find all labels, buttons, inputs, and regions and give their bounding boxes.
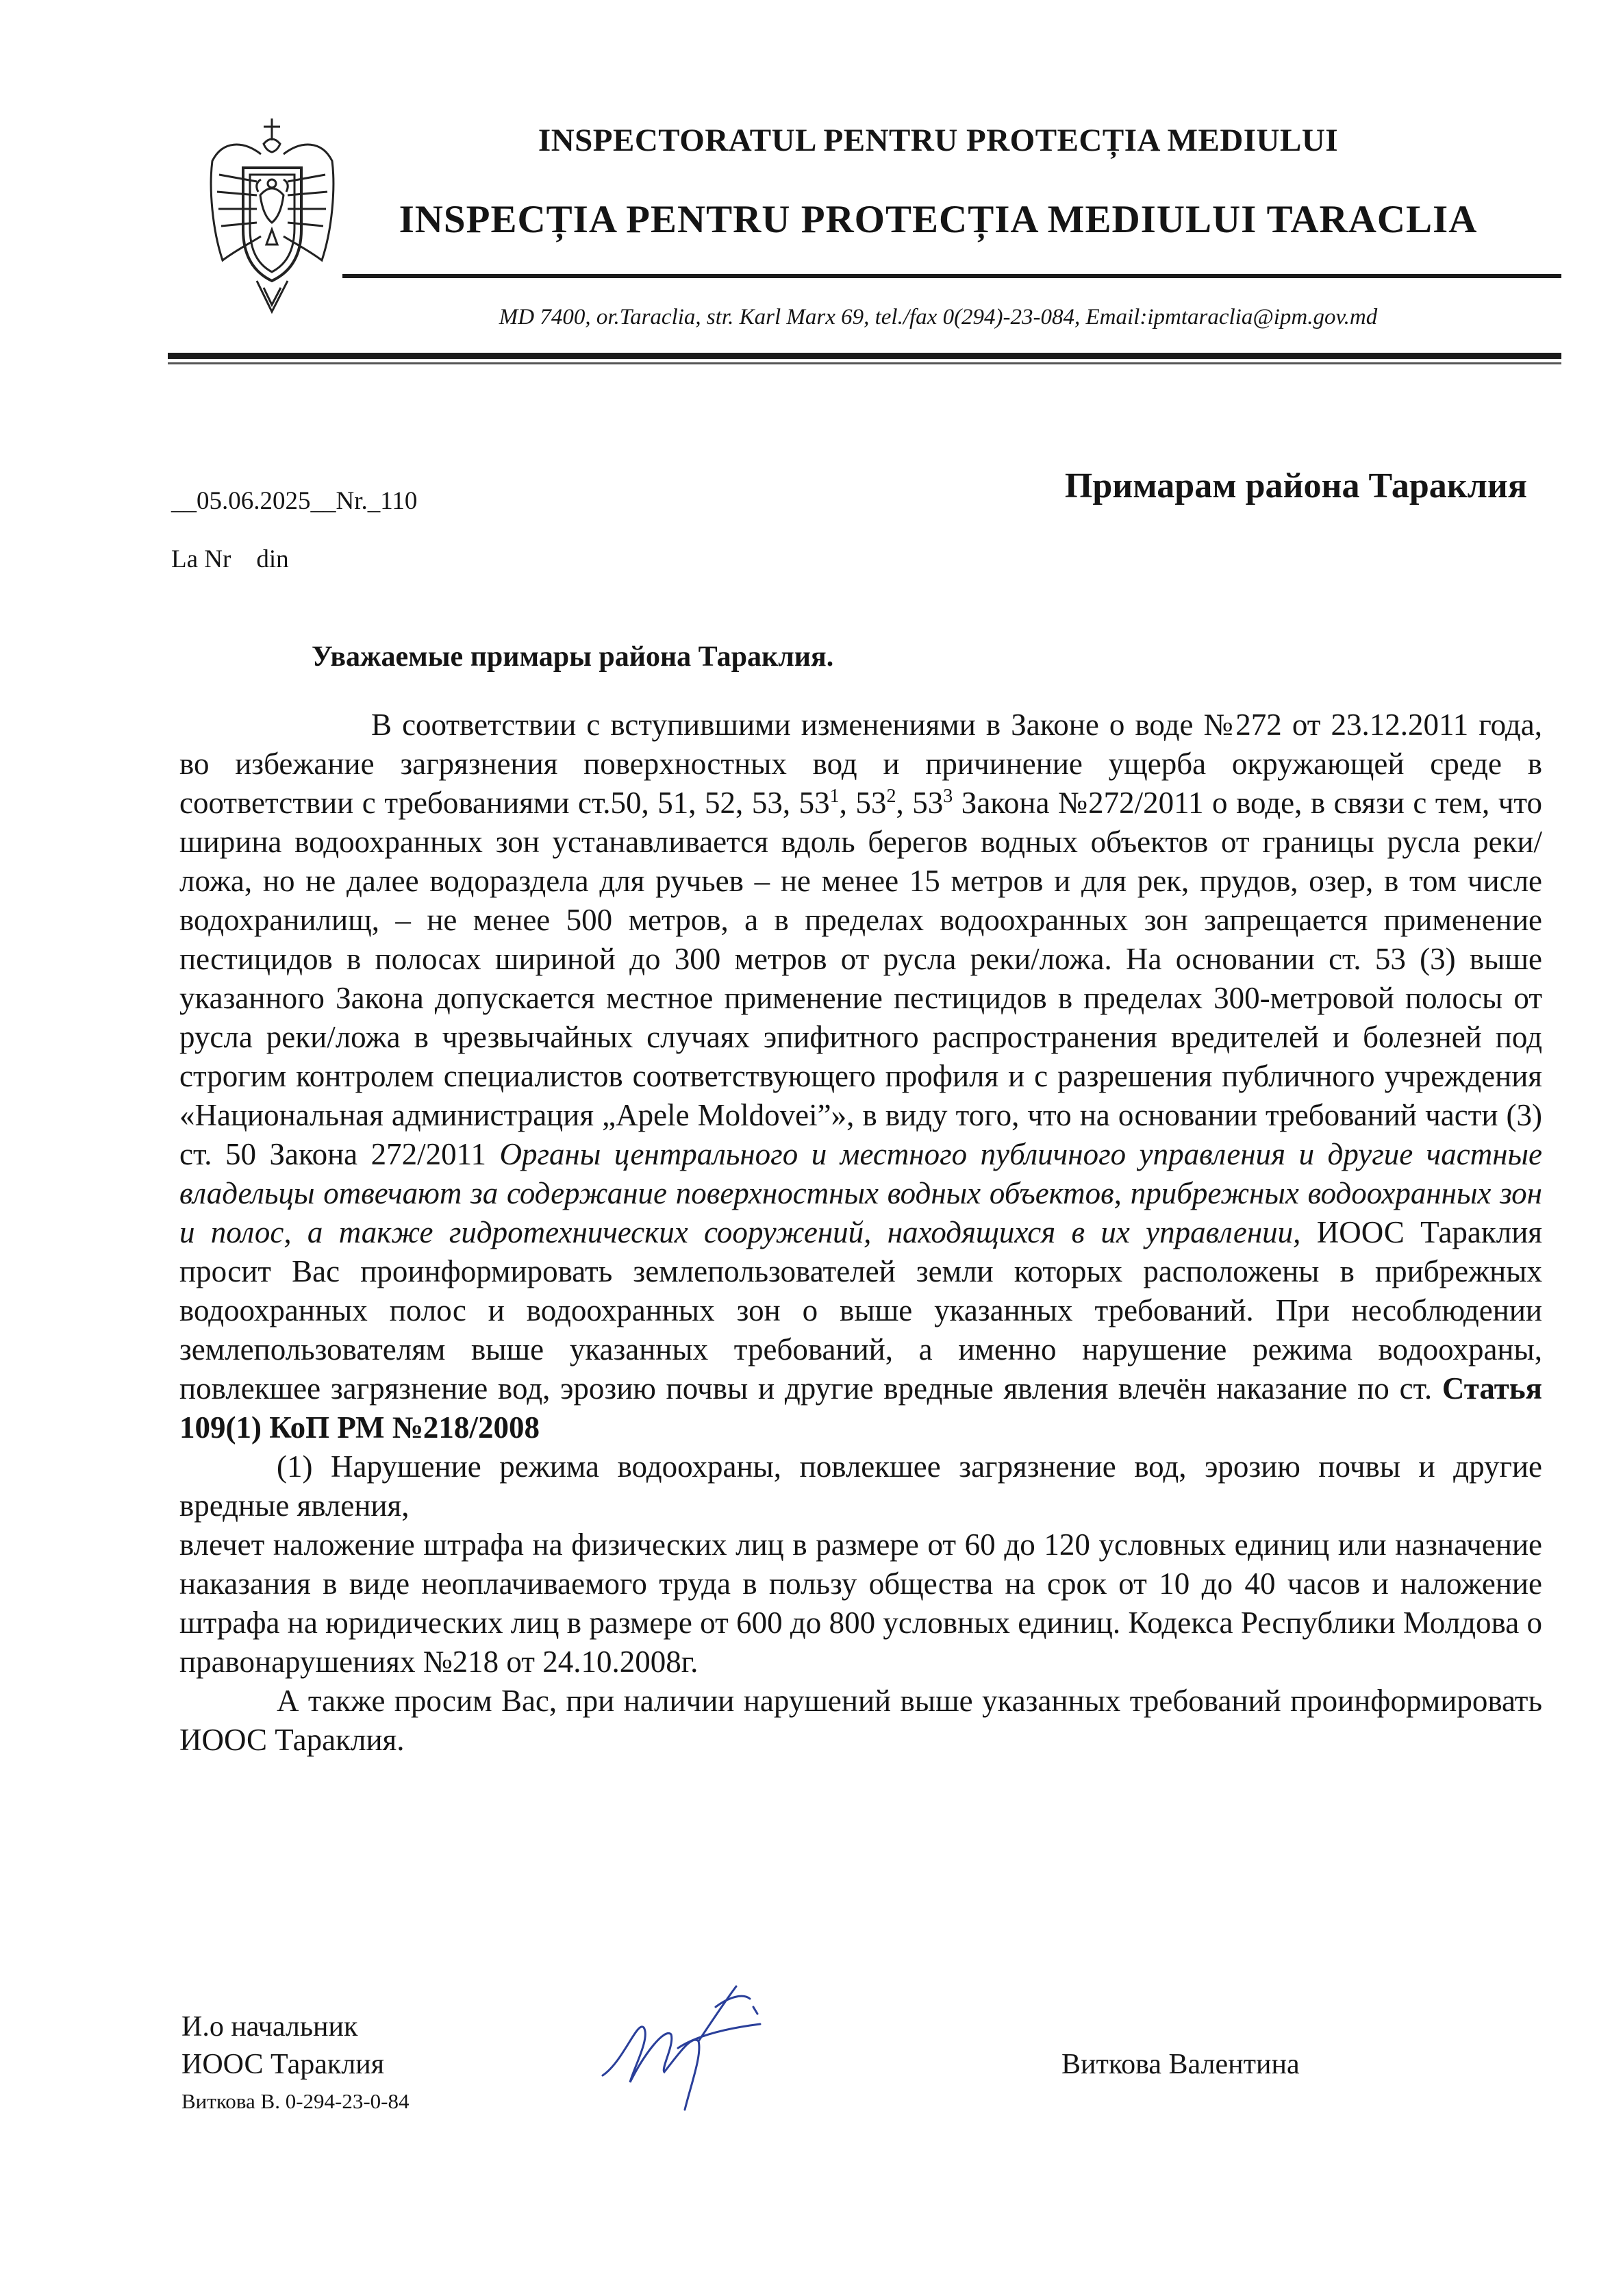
body-text: ИООС Тараклия просит Вас проинформировать землепользователей земли которых расположены в прибрежных водоохранных полос и водоохранных зон о выше указанных требований. При несоблюдении землепользователям выше указанных требований, а именно нарушение режима водоохраны, повлекшее загрязнение вод, эрозию почвы и другие вредные явления влечён наказание по ст. — [179, 1215, 1542, 1406]
signer-organization: ИООС Тараклия — [181, 2049, 385, 2080]
superscript: 2 — [886, 786, 896, 807]
body-text: , 53 — [896, 786, 944, 820]
body-paragraph-3: влечет наложение штрафа на физических лиц в размере от 60 до 120 условных единиц или назначение наказания в виде неоплачиваемого труда в пользу общества на срок от 10 до 40 часов и наложение штрафа на юридических лиц в размере от 600 до 800 условных единиц. Кодекса Республики Молдова о правонарушениях №218 от 24.10.2008г. — [179, 1527, 1542, 1679]
body-text: Закона №272/2011 о воде, в связи с тем, что ширина водоохранных зон устанавливается вдоль берегов водных объектов от границы русла реки/ложа, но не далее водораздела для ручьев – не менее 15 метров и для рек, прудов, озер, в том числе водохранилищ, – не менее 500 метров, а в пределах водоохранных зон запрещается применение пестицидов в полосах шириной до 300 метров от русла реки/ложа. На основании ст. 53 (3) выше указанного Закона допускается местное применение пестицидов в пределах 300-метровой полосы от русла реки/ложа в чрезвычайных случаях эпифитного распространения вредителей и болезней под строгим контролем специалистов соответствующего профиля и с разрешения публичного учреждения «Национальная администрация „Apele Moldovei”», в виду того, что на основании требований части (3) ст. 50 Закона 272/2011 — [179, 786, 1543, 1171]
org-title-main: INSPECTORATUL PENTRU PROTECȚIA MEDIULUI — [538, 123, 1339, 158]
body-text: В соответствии с вступившими изменениями в Законе о воде №272 от 23.12.2011 года, во избежание загрязнения поверхностных вод и причинение ущерба окружающей среде в соответствии с требованиями ст.50, 51, 52, 53, 53 — [179, 708, 1542, 820]
header-divider-thick-secondary — [168, 362, 1561, 364]
header-divider-thick — [168, 353, 1561, 359]
body-paragraph-2: (1) Нарушение режима водоохраны, повлекшее загрязнение вод, эрозию почвы и другие вредные явления, — [179, 1449, 1542, 1523]
recipient-line: Примарам района Тараклия — [1064, 466, 1527, 506]
signer-contact: Виткова В. 0-294-23-0-84 — [181, 2089, 410, 2113]
body-italic-quote: Органы центрального и местного публичного управления и другие частные владельцы отвечают за содержание поверхностных водных объектов, прибрежных водоохранных зон и полос, а также гидротехнических сооружений, находящихся в их управлении, — [179, 1137, 1542, 1249]
reference-line: La Nr din — [171, 545, 289, 573]
salutation: Уважаемые примары района Тараклия. — [312, 641, 834, 673]
moldova-coat-of-arms-icon — [195, 113, 349, 319]
org-title-local: INSPECȚIA PENTRU PROTECȚIA MEDIULUI TARACLIA — [399, 198, 1478, 241]
org-contact-line: MD 7400, or.Taraclia, str. Karl Marx 69, tel./fax 0(294)-23-084, Email:ipmtaraclia@ipm.gov.md — [499, 305, 1378, 329]
handwritten-signature-icon — [596, 1980, 801, 2130]
document-date-number: __05.06.2025__Nr._110 — [171, 487, 418, 515]
body-paragraph-4: А также просим Вас, при наличии нарушений выше указанных требований проинформировать ИООС Тараклия. — [179, 1684, 1542, 1757]
superscript: 3 — [943, 786, 953, 807]
superscript: 1 — [829, 786, 840, 807]
signer-title: И.о начальник — [181, 2011, 358, 2043]
signer-name: Виткова Валентина — [1061, 2049, 1300, 2080]
letter-body — [179, 706, 1542, 1760]
body-text: , 53 — [839, 786, 887, 820]
law-article-reference: Статья 109(1) КоП РМ №218/2008 — [179, 1371, 1542, 1445]
header-divider-thin — [342, 274, 1561, 278]
body-paragraph-1 — [179, 706, 1542, 1447]
